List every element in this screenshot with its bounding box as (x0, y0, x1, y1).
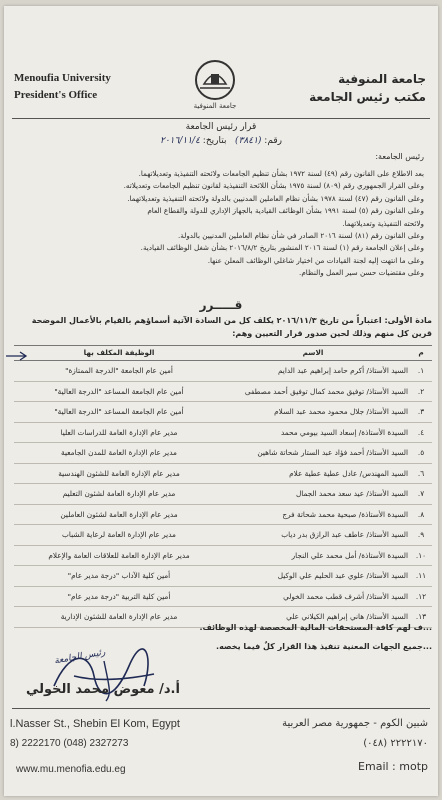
university-name-en: Menoufia University (14, 72, 111, 84)
row-number: ٢. (417, 386, 425, 396)
row-name: السيد الأستاذ/ أكرم حامد إبراهيم عبد الدايم (277, 366, 408, 375)
article-one-line2: قرين كل منهم وذلك لحين صدور قرار التعيين وهم: (232, 329, 432, 338)
row-job: مدير عام الإدارة العامة للعلاقات العامة والإعلام (48, 550, 190, 560)
table-row (14, 525, 432, 546)
row-number: ١٠. (415, 550, 427, 560)
row-name: السيد الأستاذ/ جلال محمود محمد عبد السلام (274, 407, 408, 416)
table-row (14, 382, 432, 403)
preamble-line: وعلى ما انتهت إليه لجنة القيادات من اختيار شاغلي الوظائف المعلن عنها. (207, 255, 424, 265)
footer-address-en: l.Nasser St., Shebin El Kom, Egypt (10, 718, 180, 730)
preamble-line: وعلى القانون رقم (٨١) لسنة ٢٠١٦ الصادر في شأن نظام العاملين المدنيين بالدولة. (178, 231, 424, 241)
footer-website: www.mu.menofia.edu.eg (16, 764, 126, 775)
decree-date-label: بتاريخ: (202, 136, 227, 146)
row-name: السيد الأستاذ/ أشرف قطب محمد الخولي (283, 591, 408, 601)
table-row (14, 443, 432, 464)
table-row (14, 546, 432, 567)
row-name: السيد المهندس/ عادل عطية عطية علام (289, 468, 408, 478)
decree-number-line (4, 136, 438, 146)
university-name-ar: جامعة المنوفية (338, 72, 426, 86)
header-arabic (309, 70, 426, 106)
row-job: مدير عام الإدارة العامة لشئون العاملين (60, 509, 178, 519)
row-number: ١٣. (415, 612, 427, 621)
row-number: ١١. (415, 571, 427, 580)
footer-divider (12, 708, 430, 709)
footer-phones-en: 8) 2222170 (048) 2327273 (10, 738, 129, 749)
office-name-en: President's Office (14, 89, 98, 101)
closing-line: ...جميع الجهات المعنية تنفيذ هذا القرار كلٌ فيما يخصه. (216, 642, 432, 651)
row-name: السيدة الأستاذة/ أمل محمد علي النجار (291, 550, 408, 560)
table-row (14, 505, 432, 526)
table-row (14, 484, 432, 505)
preamble-line: ولائحته التنفيذية وتعديلاتهما. (342, 218, 424, 228)
row-job: مدير عام الإدارة العامة للشئون الإدارية (60, 612, 178, 621)
signer-title: رئيس الجامعة (53, 647, 107, 667)
logo-caption: جامعة المنوفية (193, 102, 237, 110)
university-logo (190, 58, 240, 110)
col-name-header: الاسم (302, 348, 324, 357)
decision-heading: قـــــرر (199, 298, 243, 312)
row-name: السيد الأستاذ/ علوي عبد الحليم علي الوكيل (277, 571, 408, 580)
decree-date-value: ٢٠١٦/١١/٤ (160, 136, 200, 146)
row-job: مدير عام الإدارة العامة لشئون التعليم (62, 489, 176, 498)
row-job: مدير عام الإدارة العامة للدراسات العليا (60, 427, 178, 437)
article-label: مادة الأولى: (384, 316, 432, 325)
assignments-table (14, 345, 432, 628)
col-number-header: م (418, 348, 424, 357)
article-text: اعتباراً من تاريخ ٢٠١٦/١١/٣ يكلف كل من السادة الآتية أسماؤهم بالقيام بالأعمال الموضحة (31, 316, 382, 325)
decree-title: قرار رئيس الجامعة (185, 122, 257, 132)
row-job: أمين عام الجامعة "الدرجة الممتازة" (65, 366, 173, 375)
col-job-header: الوظيفة المكلف بها (83, 348, 155, 357)
decree-number-value: (٣٨٤١) (235, 136, 262, 146)
header-divider (12, 118, 430, 119)
preamble-line: وعلى القانون رقم (٤٧) لسنة ١٩٧٨ بشأن نظام العاملين المدنيين بالدولة ولائحته التنفيذية وتعديلاتهما. (127, 193, 424, 203)
preamble-line: وعلى إعلان الجامعة رقم (١) لسنة ٢٠١٦ المنشور بتاريخ ٢٠١٦/٨/٢ بشأن شغل الوظائف القيادية. (140, 243, 424, 253)
decree-number-label: رقم: (264, 136, 282, 146)
footer-phone-ar: (٠٤٨) ٢٢٢٢١٧٠ (363, 738, 428, 749)
preamble-line: وعلى القرار الجمهوري رقم (٨٠٩) لسنة ١٩٧٥ بشأن اللائحة التنفيذية لقانون تنظيم الجامعات وتعديلاته. (123, 181, 424, 191)
row-name: السيد الأستاذ/ عاطف عبد الرازق بدر دياب (281, 530, 408, 539)
footer-email: Email : motp (358, 760, 428, 773)
row-number: ٧. (417, 489, 425, 498)
row-job: مدير عام الإدارة العامة للمدن الجامعية (61, 448, 177, 457)
row-job: مدير عام الإدارة العامة لرعاية الشباب (62, 530, 176, 539)
table-row (14, 587, 432, 608)
preamble-line: وعلى مقتضيات حسن سير العمل والنظام. (299, 268, 424, 278)
row-job: أمين كلية الآداب "درجة مدير عام" (67, 571, 171, 580)
preamble-line: وعلى القانون رقم (٥) لسنة ١٩٩١ بشأن الوظائف القيادية بالجهاز الإداري للدولة والقطاع العام (147, 206, 424, 216)
row-number: ٨. (417, 509, 425, 519)
row-name: السيد الأستاذ/ توفيق محمد كمال توفيق أحمد مصطفى (244, 386, 408, 396)
row-job: أمين كلية التربية "درجة مدير عام" (67, 591, 171, 601)
handwritten-arrow-mark (5, 351, 29, 361)
row-job: مدير عام الإدارة العامة للشئون الهندسية (58, 468, 180, 478)
row-number: ٦. (417, 468, 425, 478)
row-name: السيدة الأستاذة/ إسعاد السيد بيومي محمد (280, 427, 408, 437)
decree-document (4, 6, 438, 796)
row-job: أمين عام الجامعة المساعد "الدرجة العالية" (54, 386, 184, 396)
signer-name: أ.د/ معوض محمد الخولي (26, 682, 180, 697)
row-number: ١. (417, 366, 425, 375)
table-row (14, 566, 432, 587)
preamble-line: بعد الاطلاع على القانون رقم (٤٩) لسنة ١٩٧٢ بشأن تنظيم الجامعات ولائحته التنفيذية وتعديلاتهما. (138, 169, 424, 178)
header-english (14, 70, 111, 104)
row-name: السيد الأستاذ/ هاني إبراهيم الكيلاني علي (286, 612, 408, 621)
row-number: ٤. (417, 427, 425, 437)
row-job: أمين عام الجامعة المساعد "الدرجة العالية" (54, 407, 184, 416)
row-number: ٥. (417, 448, 425, 457)
closing-line: ...ف لهم كافة المستحقات المالية المخصصة لهذه الوظائف. (199, 623, 432, 632)
row-number: ٣. (417, 407, 425, 416)
row-name: السيدة الأستاذة/ صبحية محمد شحاتة فرج (282, 509, 408, 519)
row-name: السيد الأستاذ/ عيد سعد محمد الجمال (295, 489, 408, 498)
table-row (14, 361, 432, 382)
row-name: السيد الأستاذ/ أحمد فؤاد عبد الستار شحاتة شاهين (257, 448, 408, 457)
table-header (14, 345, 432, 361)
row-number: ٩. (417, 530, 425, 539)
preamble (16, 168, 424, 280)
table-row (14, 423, 432, 444)
table-row (14, 464, 432, 485)
office-name-ar: مكتب رئيس الجامعة (309, 90, 426, 104)
footer-address-ar: شبين الكوم - جمهورية مصر العربية (282, 718, 428, 729)
table-row (14, 402, 432, 423)
article-one (12, 314, 432, 340)
article-one-line1 (12, 314, 432, 327)
addressee: رئيس الجامعة: (375, 152, 424, 161)
row-number: ١٢. (415, 591, 427, 601)
